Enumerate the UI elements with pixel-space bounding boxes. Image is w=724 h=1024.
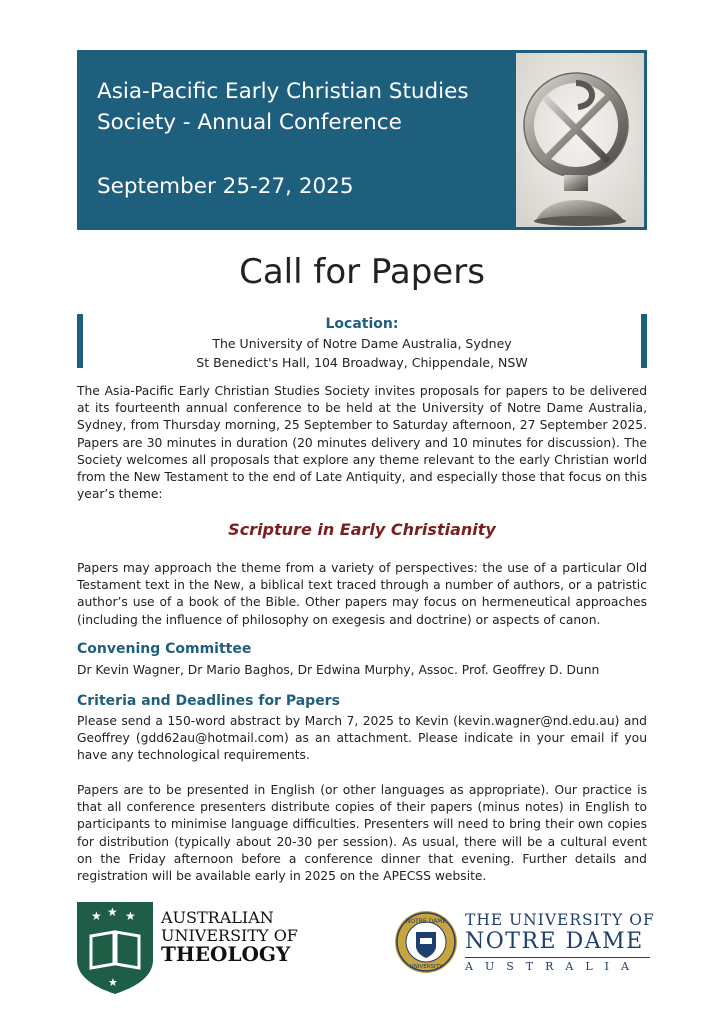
location-heading: Location:	[325, 316, 399, 332]
committee-members: Dr Kevin Wagner, Dr Mario Baghos, Dr Edwina Murphy, Assoc. Prof. Geoffrey D. Dunn	[77, 663, 600, 677]
location-left-bar	[77, 314, 83, 368]
svg-text:UNIVERSITY: UNIVERSITY	[409, 964, 443, 970]
location-block	[90, 315, 634, 372]
chi-rho-emblem-photo	[516, 53, 644, 227]
svg-text:NOTRE DAME: NOTRE DAME	[405, 918, 447, 925]
aut-line-3: THEOLOGY	[161, 942, 291, 966]
nd-line-1: THE UNIVERSITY OF	[465, 911, 655, 929]
svg-text:★: ★	[107, 905, 118, 919]
committee-heading: Convening Committee	[77, 641, 252, 657]
notre-dame-seal-icon	[394, 910, 458, 978]
svg-text:★: ★	[125, 909, 136, 923]
criteria-paragraph-1: Please send a 150-word abstract by March 7, 2025 to Kevin (kevin.wagner@nd.edu.au) and Geoffrey (gdd62au@hotmail.com) as an attachment. Please indicate in your email if you have any technological requirements.	[77, 714, 647, 763]
conference-date: September 25-27, 2025	[97, 174, 354, 199]
notre-dame-wordmark	[465, 911, 655, 973]
header-banner	[77, 50, 647, 230]
aut-line-1: AUSTRALIAN	[161, 908, 274, 927]
aut-wordmark	[161, 908, 298, 966]
nd-line-3: AUSTRALIA	[465, 957, 650, 973]
criteria-paragraph-2: Papers are to be presented in English (or other languages as appropriate). Our practice is that all conference presenters distribute copies of their papers (minus notes) in English to participants to minimise language difficulties. Presenters will need to bring their own copies for distribution (typically about 20-30 per session). As usual, there will be a cultural event on the Friday afternoon before a conference dinner that evening. Further details and registration will be available early in 2025 on the APECSS website.	[77, 783, 647, 884]
location-right-bar	[641, 314, 647, 368]
aut-shield-logo	[77, 902, 153, 998]
location-address: St Benedict's Hall, 104 Broadway, Chippendale, NSW	[196, 355, 528, 370]
conference-theme: Scripture in Early Christianity	[228, 520, 496, 539]
location-venue: The University of Notre Dame Australia, Sydney	[212, 336, 512, 351]
svg-text:★: ★	[108, 976, 118, 989]
approach-paragraph: Papers may approach the theme from a variety of perspectives: the use of a particular Old Testament text in the New, a biblical text traced through a number of authors, or a patristic author’s use of a book of the Bible. Other papers may focus on hermeneutical approaches (including the influence of philosophy on exegesis and doctrine) or aspects of canon.	[77, 561, 647, 627]
page-title: Call for Papers	[239, 252, 485, 292]
criteria-heading: Criteria and Deadlines for Papers	[77, 693, 340, 709]
nd-line-2: NOTRE DAME	[465, 929, 644, 954]
aut-line-2: UNIVERSITY OF	[161, 926, 298, 945]
intro-paragraph: The Asia-Pacific Early Christian Studies Society invites proposals for papers to be delivered at its fourteenth annual conference to be held at the University of Notre Dame Australia, Sydney, from Thursday morning, 25 September to Saturday afternoon, 27 September 2025. Papers are 30 minutes in duration (20 minutes delivery and 10 minutes for discussion). The Society welcomes all proposals that explore any theme relevant to the early Christian world from the New Testament to the end of Late Antiquity, and especially those that focus on this year’s theme:	[77, 384, 647, 502]
svg-text:★: ★	[91, 909, 102, 923]
conference-title: Asia-Pacific Early Christian Studies Society - Annual Conference	[97, 79, 469, 135]
